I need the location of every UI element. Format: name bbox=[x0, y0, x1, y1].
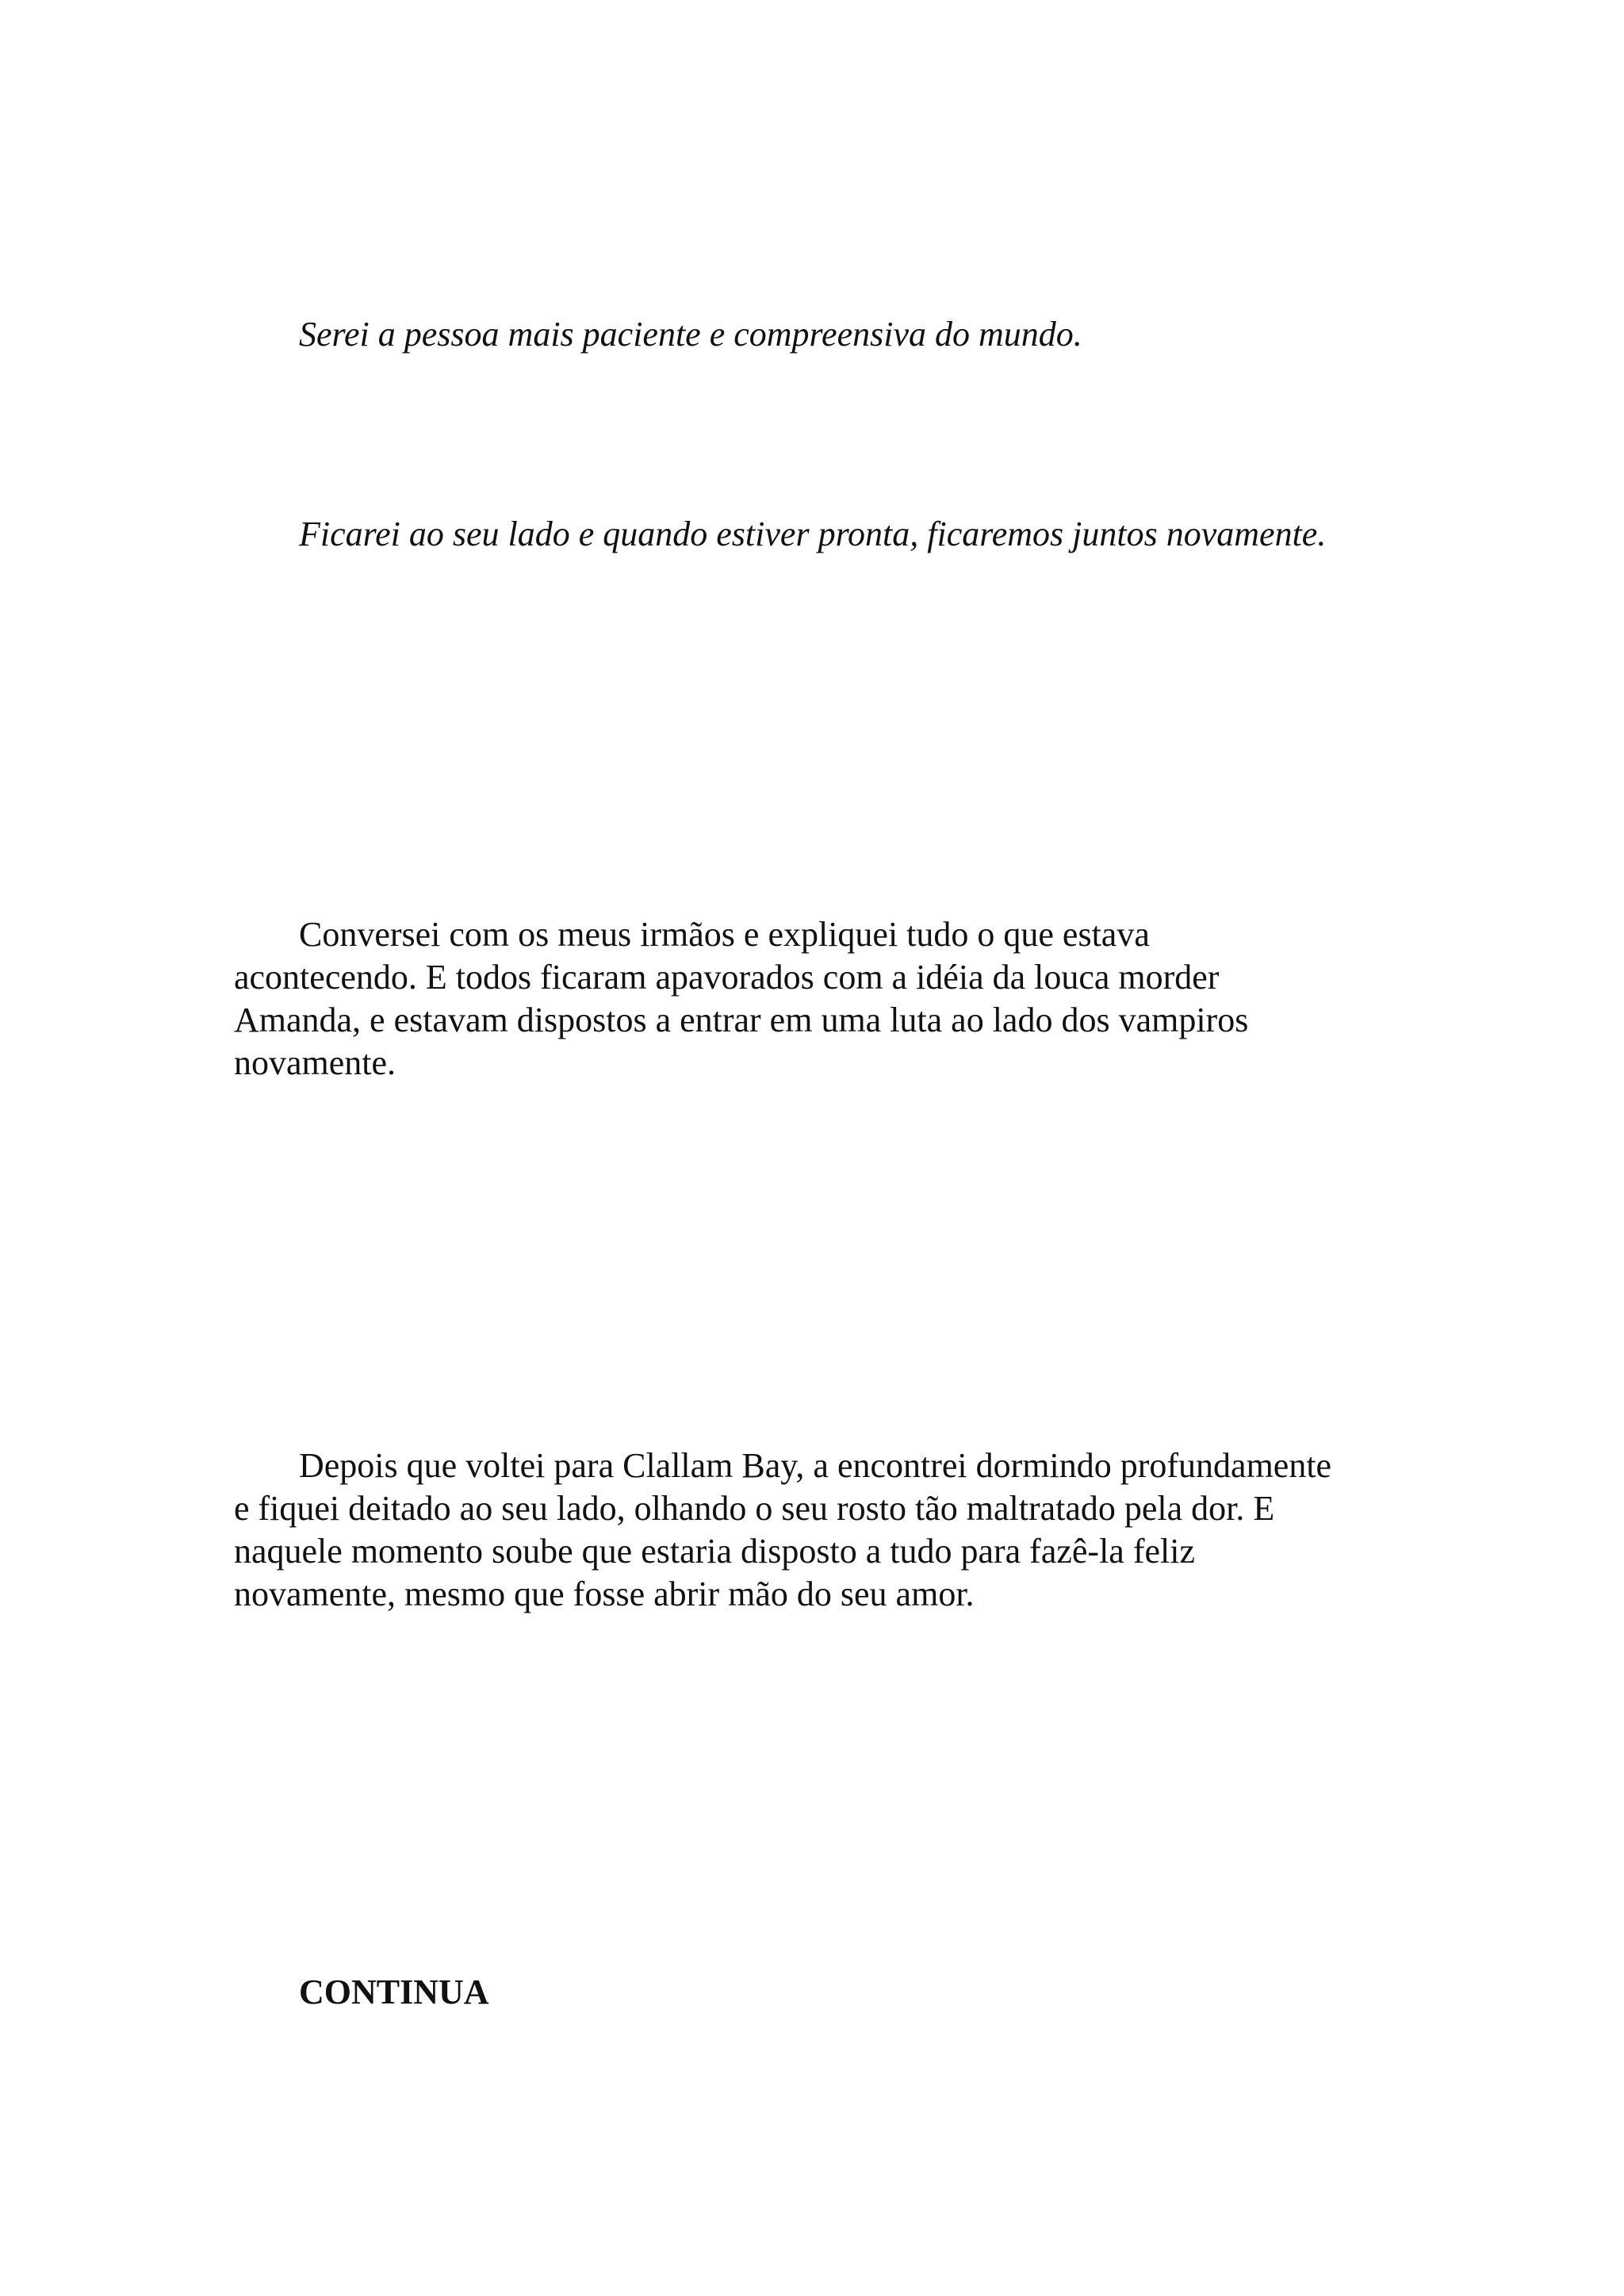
closing-label: CONTINUA bbox=[299, 1973, 489, 2011]
paragraph-line: acontecendo. E todos ficaram apavorados com a idéia da louca morder bbox=[234, 958, 1220, 997]
paragraph-brothers bbox=[234, 913, 1415, 1085]
paragraph-line: novamente, mesmo que fosse abrir mão do seu amor. bbox=[234, 1575, 975, 1613]
paragraph-clallam-bay bbox=[234, 1445, 1415, 1616]
paragraph-line: Depois que voltei para Clallam Bay, a encontrei dormindo profundamente bbox=[299, 1446, 1332, 1485]
italic-line-together: Ficarei ao seu lado e quando estiver pronta, ficaremos juntos novamente. bbox=[299, 515, 1327, 553]
paragraph-line: Conversei com os meus irmãos e expliquei tudo o que estava bbox=[299, 915, 1150, 954]
italic-line-patient: Serei a pessoa mais paciente e compreensiva do mundo. bbox=[299, 315, 1082, 354]
paragraph-line: Amanda, e estavam dispostos a entrar em uma luta ao lado dos vampiros bbox=[234, 1001, 1249, 1039]
paragraph-line: e fiquei deitado ao seu lado, olhando o seu rosto tão maltratado pela dor. E bbox=[234, 1489, 1275, 1528]
paragraph-line: novamente. bbox=[234, 1043, 396, 1082]
paragraph-line: naquele momento soube que estaria disposto a tudo para fazê-la feliz bbox=[234, 1532, 1195, 1571]
